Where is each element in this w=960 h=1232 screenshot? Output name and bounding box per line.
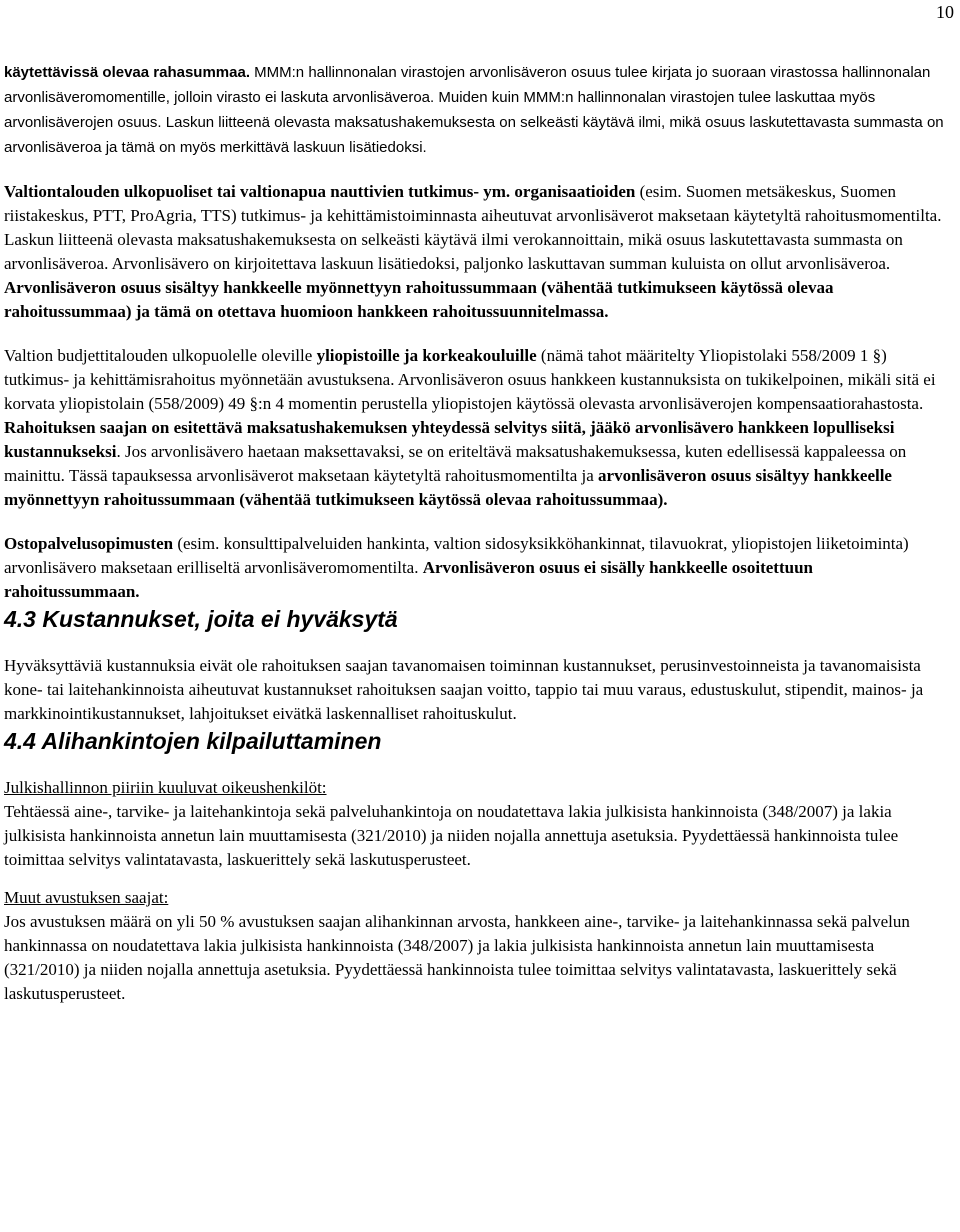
other-recipients-title: Muut avustuksen saajat: bbox=[4, 888, 169, 907]
paragraph-research-orgs-emphasis: Arvonlisäveron osuus sisältyy hankkeelle myönnettyyn rahoitussummaan (vähentää tutkimukseen käytössä olevaa rahoitussummaa) ja tämä on otettava huomioon hankkeen rahoitussuunnitelmassa. bbox=[4, 278, 834, 321]
paragraph-purchase-contracts-emphasis: Arvonlisäveron osuus ei sisälly hankkeelle osoitettuun rahoitussummaan. bbox=[4, 558, 813, 601]
document-body bbox=[4, 60, 950, 1006]
page-number: 10 bbox=[936, 2, 954, 22]
paragraph-universities-emphasis: arvonlisäveron osuus sisältyy hankkeelle myönnettyyn rahoitussummaan (vähentää tutkimukseen käytössä olevaa rahoitussummaa). bbox=[4, 466, 892, 509]
public-entities-text: Tehtäessä aine-, tarvike- ja laitehankintoja sekä palveluhankintoja on noudatettava lakia julkisista hankinnoista (348/2007) ja lakia julkisista hankinnoista annetun lain muuttamisesta (321/2010) ja niiden nojalla annettuja asetuksia. Pyydettäessä hankinnoista tulee toimittaa selvitys valintatavasta, laskuerittely sekä laskutusperusteet. bbox=[4, 802, 899, 869]
section-heading-4-3: 4.3 Kustannukset, joita ei hyväksytä bbox=[4, 606, 398, 632]
paragraph-purchase-contracts-lead: Ostopalvelusopimusten bbox=[4, 534, 174, 553]
paragraph-purchase-contracts-text: (esim. konsulttipalveluiden hankinta, valtion sidosyksikköhankinnat, tilavuokrat, yliopistojen liiketoiminta) arvonlisävero maksetaan erilliseltä arvonlisäveromomentilta. bbox=[4, 534, 909, 577]
paragraph-research-orgs-lead: Valtiontalouden ulkopuoliset tai valtionapua nauttivien tutkimus- ym. organisaatioiden bbox=[4, 182, 636, 201]
paragraph-universities-requirement: Rahoituksen saajan on esitettävä maksatushakemuksen yhteydessä selvitys siitä, jääkö arvonlisävero hankkeen lopulliseksi kustannukseksi bbox=[4, 418, 895, 461]
paragraph-research-orgs-text: (esim. Suomen metsäkeskus, Suomen riistakeskus, PTT, ProAgria, TTS) tutkimus- ja kehittämistoiminnasta aiheutuvat arvonlisäverot maksetaan käytetyltä rahoitusmomentilta. Laskun liitteenä olevasta maksatushakemuksesta on selkeästi käytävä ilmi verokannoittain, mikä osuus laskutettavasta summasta on arvonlisäveroa. Arvonlisävero on kirjoitettava laskuun lisätiedoksi, paljonko laskuttavan summan kuluista on ollut arvonlisäveroa. bbox=[4, 182, 942, 273]
other-recipients-text: Jos avustuksen määrä on yli 50 % avustuksen saajan alihankinnan arvosta, hankkeen aine-, tarvike- ja laitehankinnassa sekä palvelun hankinnassa on noudatettava lakia julkisista hankinnoista (348/2007) ja lakia julkisista hankinnoista annetun lain muuttamisesta (321/2010) ja niiden nojalla annettuja asetuksia. Pyydettäessä hankinnoista tulee toimittaa selvitys valintatavasta, laskuerittely sekä laskutusperusteet. bbox=[4, 912, 910, 1003]
paragraph-vat-mmm-text: MMM:n hallinnonalan virastojen arvonlisäveron osuus tulee kirjata jo suoraan virastossa hallinnonalan arvonlisäveromomentille, jolloin virasto ei laskuta arvonlisäveroa. Muiden kuin MMM:n hallinnonalan virastojen tulee laskuttaa myös arvonlisäverojen osuus. Laskun liitteenä olevasta maksatushakemuksesta on selkeästi käytävä ilmi, mikä osuus laskutettavasta summasta on arvonlisäveroa ja tämä on myös merkittävä laskuun lisätiedoksi. bbox=[4, 64, 944, 156]
paragraph-universities bbox=[4, 344, 950, 512]
paragraph-universities-subject: yliopistoille ja korkeakouluille bbox=[316, 346, 537, 365]
paragraph-universities-text: (nämä tahot määritelty Yliopistolaki 558/2009 1 §) tutkimus- ja kehittämisrahoitus myönnetään avustuksena. Arvonlisäveron osuus hankkeen kustannuksista on tukikelpoinen, mikäli sitä ei korvata yliopistolain (558/2009) 49 §:n 4 momentin perustella yliopistojen käytössä olevasta arvonlisäverojen kompensaatiorahastosta. bbox=[4, 346, 936, 413]
paragraph-research-orgs bbox=[4, 180, 950, 324]
paragraph-universities-text-2: . Jos arvonlisävero haetaan maksettavaksi, se on eriteltävä maksatushakemuksessa, kuten edellisessä kappaleessa on mainittu. Tässä tapauksessa arvonlisäverot maksetaan käytetyltä rahoitusmomentilta ja bbox=[4, 442, 907, 485]
public-entities-block bbox=[4, 776, 950, 872]
section-heading-4-4: 4.4 Alihankintojen kilpailuttaminen bbox=[4, 728, 382, 754]
other-recipients-block bbox=[4, 886, 950, 1006]
paragraph-vat-mmm-bold: käytettävissä olevaa rahasummaa. bbox=[4, 64, 250, 81]
paragraph-purchase-contracts bbox=[4, 532, 950, 604]
paragraph-non-eligible-costs: Hyväksyttäviä kustannuksia eivät ole rahoituksen saajan tavanomaisen toiminnan kustannukset, perusinvestoinneista ja tavanomaisista kone- tai laitehankinnoista aiheutuvat kustannukset rahoituksen saajan voitto, tappio tai muu varaus, edustuskulut, stipendit, mainos- ja markkinointikustannukset, lahjoitukset eivätkä laskennalliset rahoituskulut. bbox=[4, 656, 924, 723]
public-entities-title: Julkishallinnon piiriin kuuluvat oikeushenkilöt: bbox=[4, 778, 327, 797]
paragraph-vat-mmm bbox=[4, 60, 950, 160]
paragraph-universities-intro: Valtion budjettitalouden ulkopuolelle oleville bbox=[4, 346, 317, 365]
